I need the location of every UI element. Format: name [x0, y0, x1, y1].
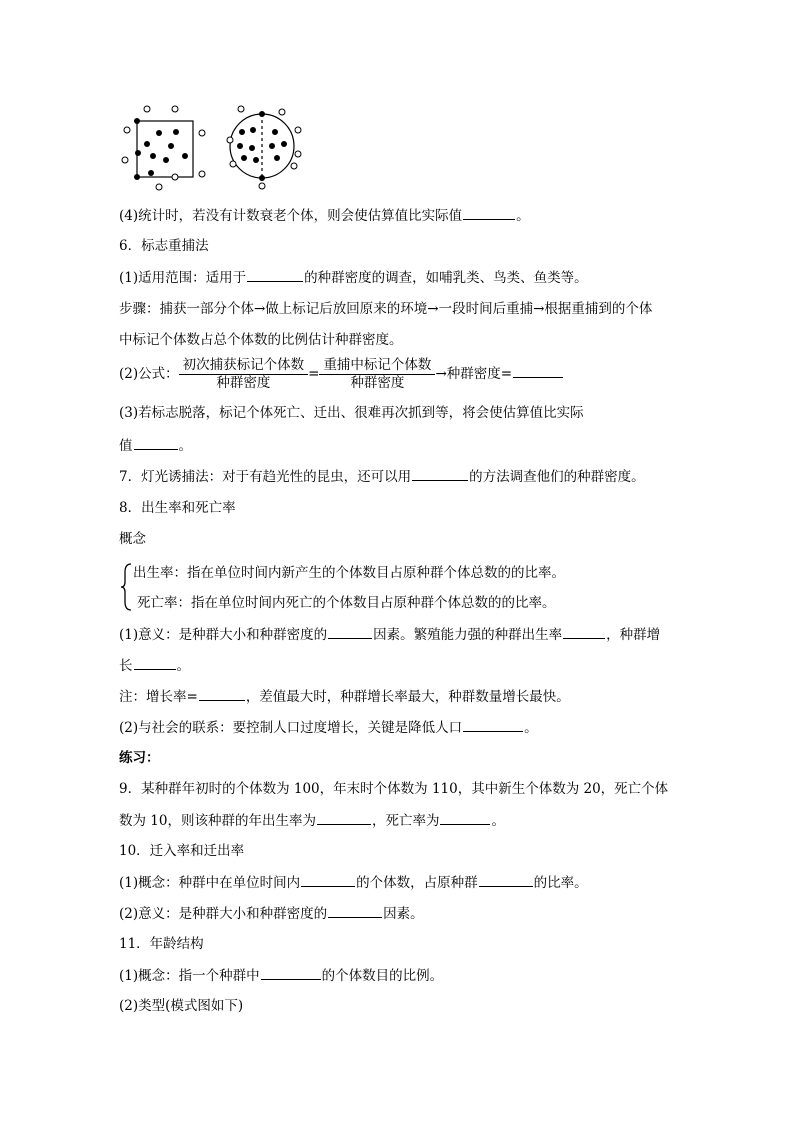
q4-line: (4)统计时，若没有计数衰老个体，则会使估算值比实际值 。	[119, 208, 530, 224]
s11-concept-line: (1)概念：指一个种群中 的个体数目的比例。	[119, 968, 444, 984]
s11-types-line: (2)类型(模式图如下)	[119, 998, 244, 1014]
answer-blank[interactable]	[479, 873, 533, 887]
s6-scope-line: (1)适用范围：适用于 的种群密度的调查，如哺乳类、鸟类、鱼类等。	[119, 270, 588, 286]
answer-blank[interactable]	[199, 687, 245, 701]
s6-formula-line: (2)公式： $\frac{\text{初次捕获标记个体数}}{\text{种群密度}}$ = $\frac{\text{重捕中标记个体数}}{\text{种群密度}}$ →种群密度=	[119, 356, 564, 392]
s6-q3-line-1: (3)若标志脱落，标记个体死亡、迁出、很难再次抓到等，将会使估算值比实际	[119, 405, 584, 421]
s9-line-1: 9．某种群年初时的个体数为 100，年末时个体数为 110，其中新生个体数为 20，死亡个体	[119, 781, 669, 797]
quadrat-square-diagram	[118, 100, 210, 192]
s8-death-rate: 死亡率：指在单位时间内死亡的个体数目占原种群个体总数的的比率。	[137, 595, 556, 611]
s10-concept-line: (1)概念：种群中在单位时间内 的个体数，占原种群 的比率。	[119, 875, 588, 891]
s6-q3-line-2: 值 。	[119, 438, 192, 454]
answer-blank[interactable]	[247, 268, 303, 282]
answer-blank[interactable]	[328, 625, 372, 639]
s8-note-line: 注：增长率= ，差值最大时，种群增长率最大，种群数量增长最快。	[119, 689, 570, 705]
practice-heading: 练习：	[119, 750, 160, 766]
formula-fraction-2: $\frac{\text{重捕中标记个体数}}{\text{种群密度}}$	[319, 357, 435, 392]
answer-blank[interactable]	[563, 625, 605, 639]
section-6-title: 6．标志重捕法	[119, 238, 209, 254]
s8-society-line: (2)与社会的联系：要控制人口过度增长，关键是降低人口 。	[119, 720, 538, 736]
section-8-title: 8．出生率和死亡率	[119, 500, 236, 516]
answer-blank[interactable]	[463, 206, 515, 220]
answer-blank[interactable]	[513, 364, 563, 378]
answer-blank[interactable]	[134, 656, 176, 670]
section-11-title: 11．年龄结构	[119, 936, 204, 952]
s8-birth-rate: 出生率：指在单位时间内新产生的个体数目占原种群个体总数的的比率。	[133, 565, 565, 581]
section-10-title: 10．迁入率和迁出率	[119, 843, 245, 859]
answer-blank[interactable]	[134, 436, 178, 450]
answer-blank[interactable]	[301, 873, 355, 887]
s6-steps-line-1: 步骤：捕获一部分个体→做上标记后放回原来的环境→一段时间后重捕→根据重捕到的个体	[119, 301, 653, 317]
answer-blank[interactable]	[440, 811, 490, 825]
formula-fraction-1: $\frac{\text{初次捕获标记个体数}}{\text{种群密度}}$	[179, 357, 309, 392]
answer-blank[interactable]	[261, 966, 321, 980]
brace-symbol	[119, 562, 133, 612]
answer-blank[interactable]	[463, 718, 523, 732]
answer-blank[interactable]	[317, 811, 371, 825]
quadrat-circle-diagram	[222, 100, 312, 192]
section-7-line: 7．灯光诱捕法：对于有趋光性的昆虫，还可以用 的方法调查他们的种群密度。	[119, 469, 645, 485]
answer-blank[interactable]	[328, 904, 382, 918]
s6-steps-line-2: 中标记个体数占总个体数的比例估计种群密度。	[119, 332, 403, 348]
s8-significance-line-2: 长 。	[119, 658, 190, 674]
answer-blank[interactable]	[412, 467, 468, 481]
s8-concept-label: 概念	[119, 531, 146, 547]
s8-significance-line-1: (1)意义：是种群大小和种群密度的 因素。繁殖能力强的种群出生率 ，种群增	[119, 627, 661, 643]
s10-significance-line: (2)意义：是种群大小和种群密度的 因素。	[119, 906, 424, 922]
s9-line-2: 数为 10，则该种群的年出生率为 ，死亡率为 。	[119, 813, 505, 829]
